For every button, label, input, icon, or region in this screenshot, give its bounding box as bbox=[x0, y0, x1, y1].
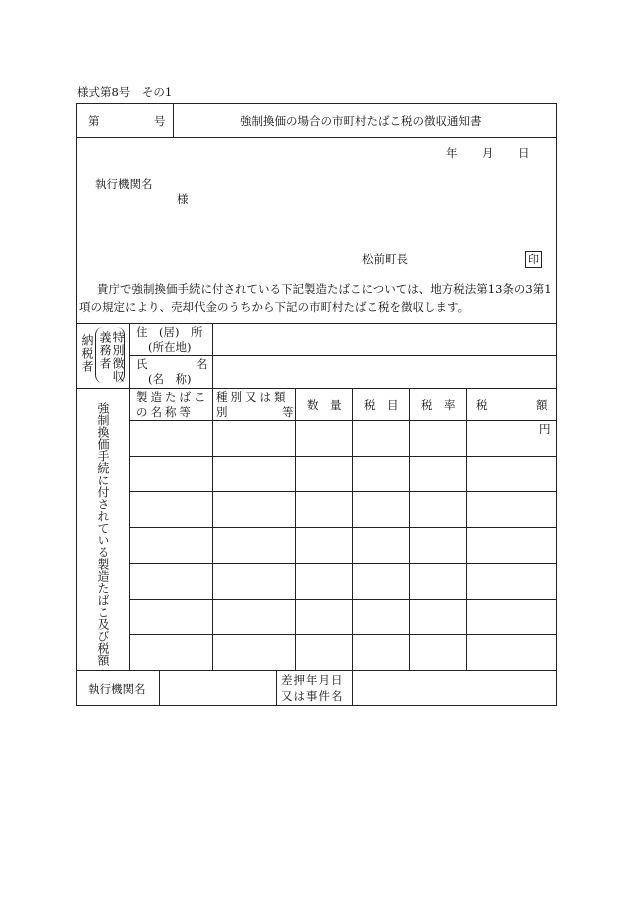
col-type-l1: 種別又は類 bbox=[216, 390, 289, 404]
date-day: 日 bbox=[518, 146, 530, 160]
goods-side-label: 強制換価手続に付されている製造たばこ及び税額 bbox=[96, 402, 110, 666]
footer-org-label: 執行機関名 bbox=[88, 682, 146, 696]
document-title: 強制換価の場合の市町村たばこ税の徴収通知書 bbox=[240, 114, 482, 128]
footer-split-2 bbox=[276, 670, 277, 706]
date-month: 月 bbox=[482, 146, 494, 160]
form-number: 様式第8号 その1 bbox=[77, 85, 173, 99]
unit-yen: 円 bbox=[539, 422, 551, 436]
taxpayer-label: 納税者 bbox=[80, 334, 94, 373]
goods-bottom-line bbox=[76, 670, 557, 671]
col-product-name-l1: 製造たばこ bbox=[136, 390, 209, 404]
footer-date-label-l2: 又は事件名 bbox=[281, 689, 344, 703]
goods-col-line bbox=[466, 388, 467, 670]
col-tax-amount-b: 額 bbox=[536, 398, 548, 412]
goods-row-line bbox=[129, 599, 557, 600]
taxpayer-bottom-line bbox=[76, 388, 557, 389]
goods-row-line bbox=[129, 563, 557, 564]
name-label-b: 名 bbox=[196, 357, 208, 371]
name-sub-label: (名 称) bbox=[148, 372, 192, 386]
name-label-a: 氏 bbox=[136, 357, 148, 371]
body-text-line2: 項の規定により、売却代金のうちから下記の市町村たばこ税を徴収します。 bbox=[79, 300, 470, 314]
addressee-org-label: 執行機関名 bbox=[95, 177, 153, 191]
taxpayer-field-split bbox=[212, 323, 213, 388]
number-label-left: 第 bbox=[88, 114, 100, 128]
goods-col-line bbox=[212, 388, 213, 670]
addressee-honorific: 様 bbox=[177, 192, 189, 206]
goods-row-line bbox=[129, 527, 557, 528]
taxpayer-mid-line bbox=[129, 355, 557, 356]
notice-divider bbox=[76, 323, 557, 324]
address-label: 住 (居) 所 bbox=[136, 325, 203, 339]
col-tax-rate: 税 率 bbox=[421, 398, 456, 412]
col-type-l2b: 等 bbox=[282, 405, 294, 419]
taxpayer-sub-label-col1: 特別徴収 bbox=[111, 331, 125, 383]
number-label-right: 号 bbox=[154, 114, 166, 128]
goods-header-line bbox=[129, 420, 557, 421]
goods-col-line bbox=[409, 388, 410, 670]
sender-name: 松前町長 bbox=[362, 252, 408, 266]
col-tax-item: 税 目 bbox=[364, 398, 399, 412]
goods-row-line bbox=[129, 634, 557, 635]
goods-row-line bbox=[129, 456, 557, 457]
address-sub-label: (所在地) bbox=[148, 340, 192, 354]
seal-mark: 印 bbox=[525, 251, 542, 268]
goods-col-line bbox=[295, 388, 296, 670]
date-year: 年 bbox=[446, 146, 458, 160]
header-split bbox=[173, 103, 174, 137]
goods-row-line bbox=[129, 491, 557, 492]
col-product-name-l2: の名称等 bbox=[136, 405, 194, 419]
col-quantity: 数 量 bbox=[307, 398, 342, 412]
col-type-l2a: 別 bbox=[216, 405, 228, 419]
footer-date-label-l1: 差押年月日 bbox=[281, 673, 344, 687]
taxpayer-sub-label-col2: 義務者 bbox=[98, 331, 112, 370]
body-text-line1: 貴庁で強制換価手続に付されている下記製造たばこについては、地方税法第13条の3第1 bbox=[97, 282, 552, 296]
goods-col-line bbox=[352, 388, 353, 706]
goods-side-split bbox=[129, 388, 130, 670]
col-tax-amount-a: 税 bbox=[476, 398, 488, 412]
header-divider bbox=[76, 137, 557, 138]
footer-split-1 bbox=[159, 670, 160, 706]
